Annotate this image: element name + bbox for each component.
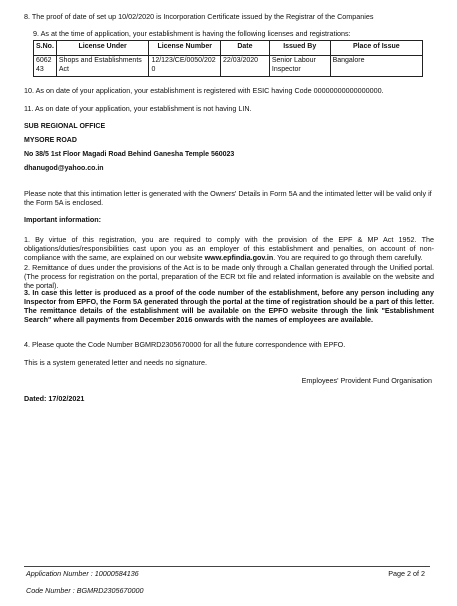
footer-page-number: Page 2 of 2 xyxy=(388,569,425,578)
office-name: SUB REGIONAL OFFICE xyxy=(24,123,106,130)
table-header: License Under xyxy=(56,41,149,56)
table-cell: 22/03/2020 xyxy=(220,56,269,77)
table-header: License Number xyxy=(149,41,221,56)
info-3: 3. In case this letter is produced as a proof of the code number of the establishment, before any person including any Inspector from EPFO, the Form 5A generated through the portal at the time of registration should be a part of this letter. The remittance details of the establishment will be available on the EPFO website through the link "Establishment Search" where all payments from December 2016 onwards with the names of employees are available. xyxy=(24,288,434,324)
info-4: 4. Please quote the Code Number BGMRD2305670000 for all the future correspondence with EPFO. xyxy=(24,340,346,349)
table-cell: 606243 xyxy=(34,56,57,77)
table-cell: Senior Labour Inspector xyxy=(269,56,330,77)
item-11: 11. As on date of your application, your establishment is not having LIN. xyxy=(24,104,252,113)
table-header: Place of Issue xyxy=(330,41,422,56)
table-cell: 12/123/CE/0050/2020 xyxy=(149,56,221,77)
info-1 xyxy=(24,235,434,262)
table-header: Date xyxy=(220,41,269,56)
office-road: MYSORE ROAD xyxy=(24,137,77,144)
info-1-text: 1. By virtue of this registration, you are required to comply with the provision of the EPF & MP Act 1952. The obligations/duties/responsibilities cast upon you as an employer of this establishment and penalties, on account of non-compliance with the same, are explained on our website xyxy=(24,235,434,262)
info-1-tail: . You are required to go through them carefully. xyxy=(273,253,423,262)
table-header-row xyxy=(34,41,423,56)
footer-application-number: Application Number : 10000584136 xyxy=(26,569,139,578)
table-cell: Bangalore xyxy=(330,56,422,77)
item-8: 8. The proof of date of set up 10/02/2020 is Incorporation Certificate issued by the Registrar of the Companies xyxy=(24,12,374,21)
system-note: This is a system generated letter and needs no signature. xyxy=(24,358,207,367)
office-email: dhanugod@yahoo.co.in xyxy=(24,165,104,172)
important-heading: Important information: xyxy=(24,215,102,224)
footer-divider xyxy=(24,566,430,567)
table-cell: Shops and Establishments Act xyxy=(56,56,149,77)
footer-code-number: Code Number : BGMRD2305670000 xyxy=(26,586,144,595)
office-address: No 38/5 1st Floor Magadi Road Behind Ganesha Temple 560023 xyxy=(24,151,235,158)
table-header: S.No. xyxy=(34,41,57,56)
table-row xyxy=(34,56,423,77)
dated: Dated: 17/02/2021 xyxy=(24,394,85,403)
organisation-name: Employees' Provident Fund Organisation xyxy=(301,376,432,385)
item-9: 9. As at the time of application, your establishment is having the following licenses and registrations: xyxy=(33,29,351,38)
website-link[interactable]: www.epfindia.gov.in xyxy=(204,253,274,262)
licenses-table xyxy=(33,40,423,77)
item-10: 10. As on date of your application, your establishment is registered with ESIC having Code 00000000000000000. xyxy=(24,86,384,95)
owners-note: Please note that this intimation letter is generated with the Owners' Details in Form 5A and the intimated letter will be valid only if the Form 5A is enclosed. xyxy=(24,189,432,207)
table-header: Issued By xyxy=(269,41,330,56)
info-2: 2. Remittance of dues under the provisions of the Act is to be made only through a Challan generated through the Unified portal. (The process for registration on the portal, preparation of the ECR txt file and related information is available on the website and the portal). xyxy=(24,263,434,290)
